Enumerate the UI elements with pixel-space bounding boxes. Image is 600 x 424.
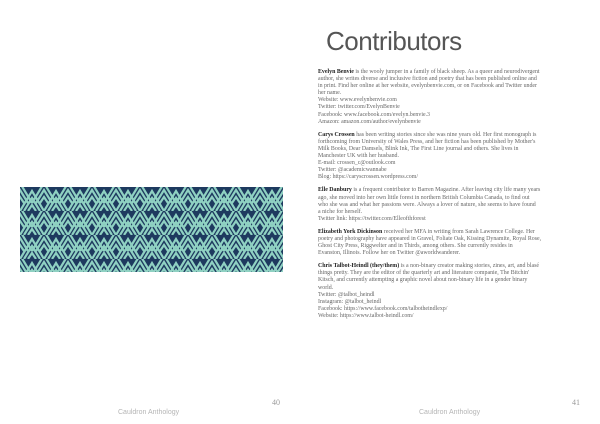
contributor-entry: Evelyn Benvie is the wooly jumper in a family of black sheep. As a queer and neurodivergent author, she writes diverse and inclusive fiction and poetry that has been published online and in print. Find her online at her website, evelynbenvie.com, or on Facebook and Twitter under her name. Website: www.evelynbenvie.com Twitter: twitter.com/EvelynBenvie Facebook: www.facebook.com/evelyn.benvie.3 Amazon: amazon.com/author/evelynbenvie: [318, 69, 586, 126]
contributor-entry: Elle Danbury is a frequent contributor to Barren Magazine. After leaving city life many years ago, she moved into her own little forest in northern British Columbia Canada, to find out who she was and what her passions were. Always a lover of nature, she seems to have found a niche for herself. Twitter link: https://twitter.com/Elleofthforest: [318, 187, 586, 222]
contributor-name: Elizabeth York Dickinson: [318, 228, 383, 235]
blog-link[interactable]: Blog: https://caryscrossen.wordpress.com/: [318, 174, 418, 181]
contributor-entry: Chris Talbot-Heindl (they/them) is a non-binary creator making stories, zines, art, and blasé things pretty. They are the editor of the quarterly art and literature companie, The Bitchin' Kitsch, and currently attempting a graphic novel about non-binary life in a gender binary world. Twitter: @talbot_heindl Instagram: @talbot_heindl Facebook: https://www.facebook.com/talbotheindlexp/ Website: https://www.talbot-heindl.com/: [318, 263, 586, 320]
twitter-link[interactable]: Twitter link: https://twitter.com/Elleofthforest: [318, 215, 426, 222]
twitter-link[interactable]: Twitter: twitter.com/EvelynBenvie: [318, 104, 400, 111]
instagram-link[interactable]: Instagram: @talbot_heindl: [318, 298, 382, 305]
page-number-left: 40: [272, 398, 280, 407]
website-link[interactable]: Website: www.evelynbenvie.com: [318, 97, 397, 104]
contributor-entry: Elizabeth York Dickinson received her MFA in writing from Sarah Lawrence College. Her poetry and photography have appeared in Gravel, Foliate Oak, Kissing Dynamite, Royal Rose, Ghost City Press, Riggwelter and in Thirds, among others. She currently resides in Evanston, Illinois. Follow her on Twitter @aworldwanderer.: [318, 228, 542, 257]
geometric-chevron-pattern: [20, 187, 283, 272]
contributor-entry: Carys Crossen has been writing stories since she was nine years old. Her first monograph is forthcoming from University of Wales Press, and her fiction has been published by Mother's Milk Books, Dear Damsels, Blink Ink, The First Line journal and others. She lives in Manchester UK with her husband. E-mail: crossen_c@outlook.com Twitter: @academicwannabe Blog: https://caryscrossen.wordpress.com/: [318, 132, 586, 182]
contributor-name: Evelyn Benvie: [318, 69, 354, 75]
contributor-name: Carys Crossen: [318, 131, 355, 138]
facebook-link[interactable]: Facebook: www.facebook.com/evelyn.benvie.3: [318, 111, 430, 118]
email-link[interactable]: E-mail: crossen_c@outlook.com: [318, 160, 396, 167]
contributors-list: [318, 69, 586, 326]
page-title: Contributors: [326, 26, 462, 56]
contributor-name: Chris Talbot-Heindl (they/them): [318, 263, 400, 270]
facebook-link[interactable]: Facebook: https://www.facebook.com/talbotheindlexp/: [318, 305, 448, 312]
footer-right: Cauldron Anthology: [419, 409, 481, 416]
twitter-link[interactable]: Twitter: @talbot_heindl: [318, 291, 375, 298]
contributor-name: Elle Danbury: [318, 187, 352, 194]
footer-left: Cauldron Anthology: [118, 409, 180, 416]
website-link[interactable]: Website: https://www.talbot-heindl.com/: [318, 312, 414, 319]
amazon-link[interactable]: Amazon: amazon.com/author/evelynbenvie: [318, 118, 421, 125]
page-number-right: 41: [572, 398, 580, 407]
twitter-link[interactable]: Twitter: @academicwannabe: [318, 167, 387, 174]
right-page: [300, 0, 600, 424]
